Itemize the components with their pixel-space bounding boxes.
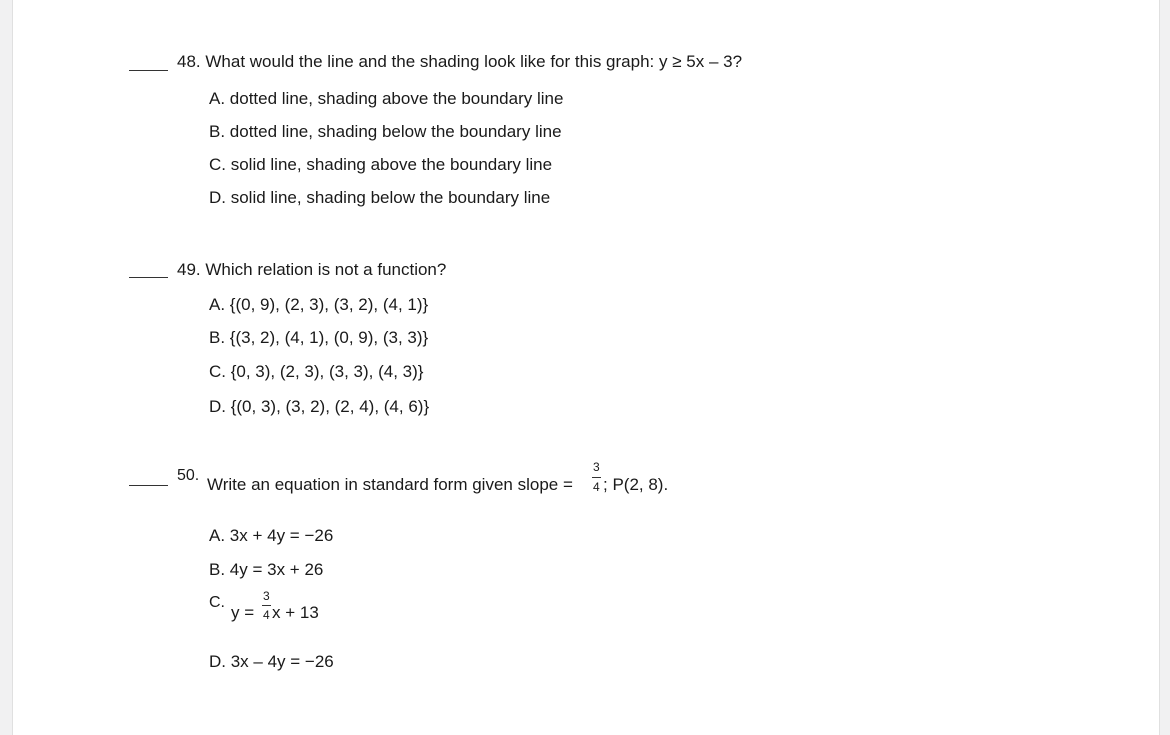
question-expression: y ≥ 5x – 3?	[658, 52, 743, 71]
question-48	[177, 52, 742, 72]
question-number: 48.	[177, 52, 201, 71]
option-50-b: B. 4y = 3x + 26	[209, 560, 324, 579]
option-50-c-fraction-bar	[262, 605, 271, 606]
option-49-b: B. {(3, 2), (4, 1), (0, 9), (3, 3)}	[209, 328, 429, 347]
option-50-c-lhs: y =	[231, 603, 255, 622]
option-50-c-numerator: 3	[263, 589, 270, 603]
option-48-c: C. solid line, shading above the boundary line	[209, 155, 553, 174]
option-50-a: A. 3x + 4y = −26	[209, 526, 334, 545]
option-48-b: B. dotted line, shading below the boundary line	[209, 122, 562, 141]
question-number: 49.	[177, 260, 201, 279]
question-number: 50.	[177, 467, 200, 484]
question-49	[177, 260, 446, 280]
option-49-c: C. {0, 3), (2, 3), (3, 3), (4, 3)}	[209, 362, 424, 381]
question-prompt: What would the line and the shading look like for this graph:	[205, 52, 659, 71]
slope-denominator: 4	[593, 480, 600, 494]
option-50-d: D. 3x – 4y = −26	[209, 652, 334, 671]
answer-blank-50[interactable]	[129, 485, 168, 486]
option-48-a: A. dotted line, shading above the boundary line	[209, 89, 564, 108]
answer-blank-48[interactable]	[129, 70, 168, 71]
slope-fraction-bar	[592, 477, 601, 478]
question-point: ; P(2, 8).	[603, 475, 669, 494]
option-49-a: A. {(0, 9), (2, 3), (3, 2), (4, 1)}	[209, 295, 429, 314]
option-50-c-rhs: x + 13	[272, 603, 319, 622]
option-49-d: D. {(0, 3), (3, 2), (2, 4), (4, 6)}	[209, 397, 430, 416]
question-prompt: Write an equation in standard form given slope =	[207, 475, 573, 494]
option-48-d: D. solid line, shading below the boundary line	[209, 188, 551, 207]
question-50-prompt	[207, 475, 573, 495]
answer-blank-49[interactable]	[129, 277, 168, 278]
worksheet-page	[12, 0, 1160, 735]
question-prompt: Which relation is not a function?	[205, 260, 447, 279]
option-50-c-denominator: 4	[263, 608, 270, 622]
slope-numerator: 3	[593, 460, 600, 474]
option-50-c-label: C.	[209, 594, 225, 611]
